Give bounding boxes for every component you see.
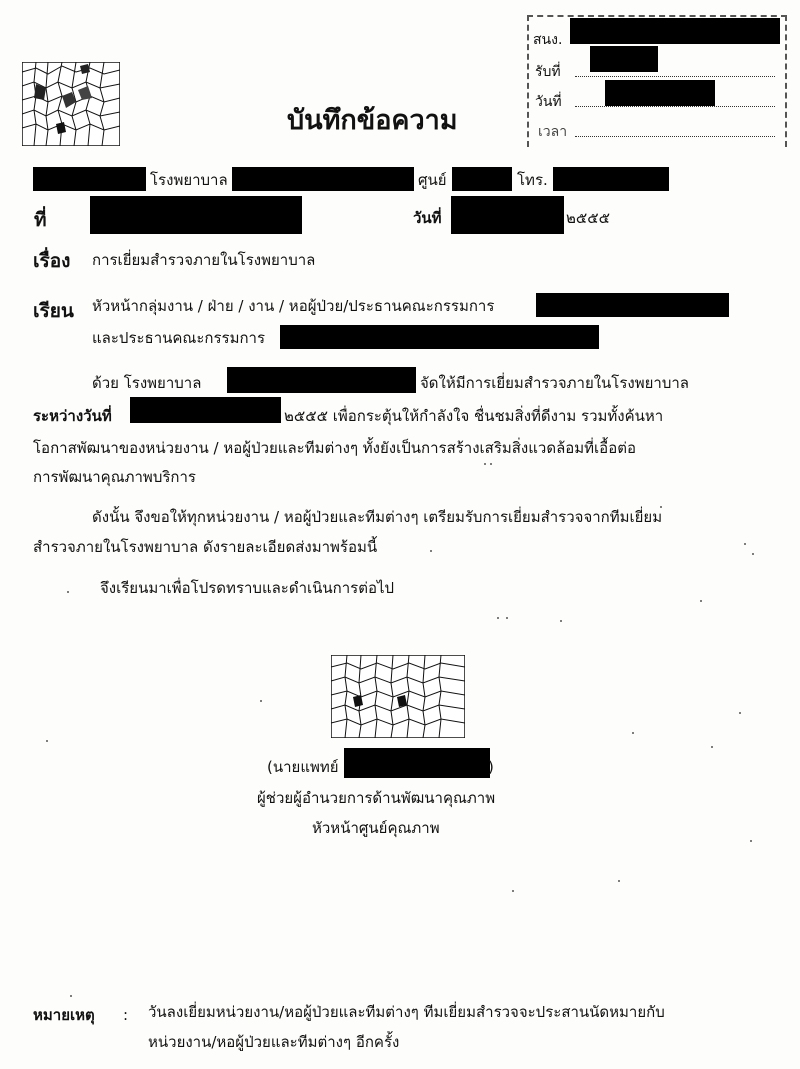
redaction — [590, 46, 658, 72]
redaction — [451, 196, 564, 234]
stamp-time-label: เวลา — [538, 124, 568, 140]
to-line-2: และประธานคณะกรรมการ — [92, 329, 266, 347]
center-label: ศูนย์ — [418, 171, 447, 189]
redaction — [536, 293, 729, 317]
stamp-date-label: วันที่ — [535, 94, 562, 110]
date-year: ๒๕๕๕ — [566, 209, 610, 227]
redaction — [130, 397, 281, 423]
para2-line1: ดังนั้น จึงขอให้ทุกหน่วยงาน / หอผู้ป่วยและทีมต่างๆ เตรียมรับการเยี่ยมสำรวจจากทีมเยี่ยม — [92, 508, 663, 526]
redaction — [452, 167, 512, 191]
para1-line3: โอกาสพัฒนาของหน่วยงาน / หอผู้ป่วยและทีมต่างๆ ทั้งยังเป็นการสร้างเสริมสิ่งแวดล้อมที่เอื้อต่อ — [33, 439, 636, 457]
para1-line1-rest: จัดให้มีการเยี่ยมสำรวจภายในโรงพยาบาล — [420, 374, 689, 392]
note-colon: : — [123, 1006, 129, 1024]
redaction — [605, 80, 715, 106]
para1-line4: การพัฒนาคุณภาพบริการ — [33, 468, 196, 486]
para1-prefix: ด้วย โรงพยาบาล — [92, 374, 202, 392]
note-line-1: วันลงเยี่ยมหน่วยงาน/หอผู้ป่วยและทีมต่างๆ ทีมเยี่ยมสำรวจจะประสานนัดหมายกับ — [148, 1003, 665, 1021]
redaction — [33, 167, 146, 191]
redaction — [232, 167, 414, 191]
redaction — [90, 196, 302, 234]
redaction — [553, 167, 669, 191]
redaction — [570, 18, 780, 44]
subject-text: การเยี่ยมสำรวจภายในโรงพยาบาล — [92, 251, 316, 269]
date-label: วันที่ — [413, 209, 442, 227]
signer-name-prefix: (นายแพทย์ — [267, 758, 339, 776]
note-label: หมายเหตุ — [33, 1006, 95, 1024]
ref-label: ที่ — [34, 209, 47, 231]
signature-image — [331, 655, 465, 738]
redaction — [227, 367, 416, 393]
memo-title: บันทึกข้อความ — [287, 105, 458, 136]
para3: จึงเรียนมาเพื่อโปรดทราบและดำเนินการต่อไป — [100, 579, 395, 597]
to-label: เรียน — [33, 300, 74, 322]
signer-position-1: ผู้ช่วยผู้อำนวยการด้านพัฒนาคุณภาพ — [257, 789, 496, 807]
subject-label: เรื่อง — [33, 250, 71, 272]
para1-line2-rest: ๒๕๕๕ เพื่อกระตุ้นให้กำลังใจ ชื่นชมสิ่งที่ดีงาม รวมทั้งค้นหา — [284, 407, 664, 425]
signer-position-2: หัวหน้าศูนย์คุณภาพ — [312, 819, 440, 837]
para1-line2-start: ระหว่างวันที่ — [33, 407, 112, 425]
signer-name-suffix: ) — [488, 758, 494, 776]
hospital-logo — [22, 62, 120, 146]
redaction — [280, 325, 599, 349]
para2-line2: สำรวจภายในโรงพยาบาล ดังรายละเอียดส่งมาพร้อมนี้ — [33, 538, 378, 556]
to-line-1: หัวหน้ากลุ่มงาน / ฝ่าย / งาน / หอผู้ป่วย/ประธานคณะกรรมการ — [92, 297, 495, 315]
hospital-label: โรงพยาบาล — [150, 171, 228, 189]
note-line-2: หน่วยงาน/หอผู้ป่วยและทีมต่างๆ อีกครั้ง — [148, 1033, 400, 1051]
phone-label: โทร. — [517, 171, 548, 189]
stamp-org-label: สนง. — [533, 32, 563, 48]
redaction — [344, 748, 490, 778]
stamp-no-label: รับที่ — [535, 64, 561, 80]
